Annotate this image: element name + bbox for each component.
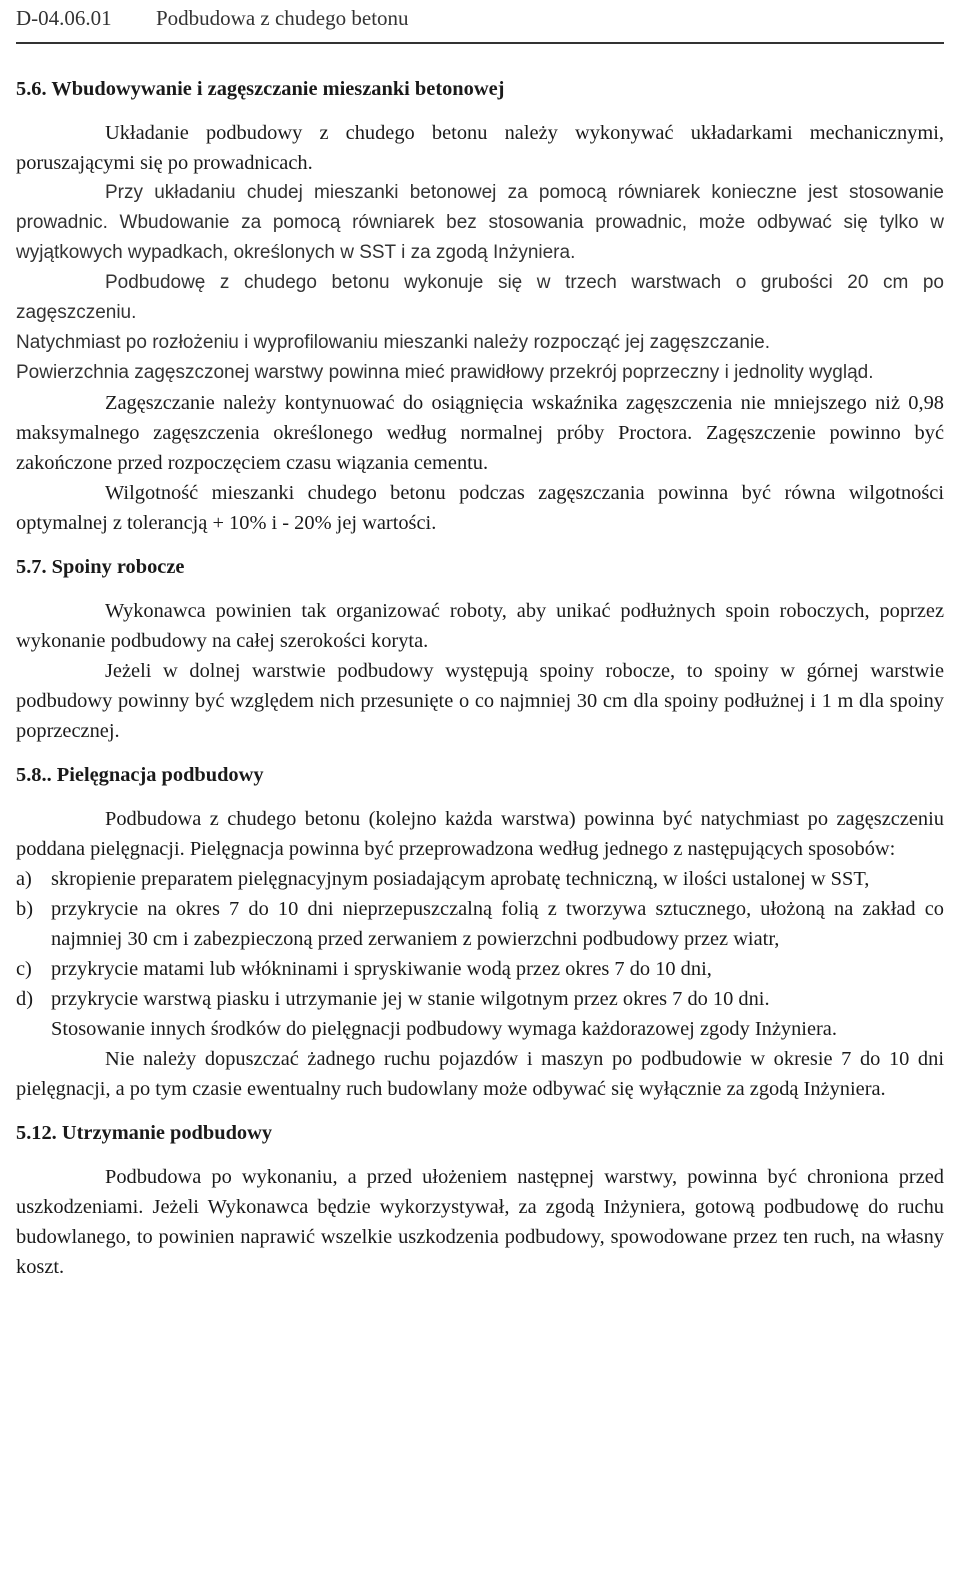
paragraph: Jeżeli w dolnej warstwie podbudowy występują spoiny robocze, to spoiny w górnej warstwie podbudowy powinny być względem nich przesunięte o co najmniej 30 cm dla spoiny podłużnej i 1 m dla spoiny poprzecznej.	[16, 660, 944, 742]
list-text: przykrycie na okres 7 do 10 dni nieprzepuszczalną folią z tworzywa sztucznego, ułożoną na zakład co najmniej 30 cm i zabezpieczoną przed zerwaniem z powierzchni podbudowy przez wiatr,	[51, 898, 944, 950]
document-body	[16, 74, 944, 1282]
page-header	[16, 2, 944, 44]
section-heading-5-6: 5.6. Wbudowywanie i zagęszczanie mieszanki betonowej	[16, 78, 505, 100]
list-item	[16, 954, 944, 984]
document-title: Podbudowa z chudego betonu	[156, 6, 409, 30]
paragraph: Natychmiast po rozłożeniu i wyprofilowaniu mieszanki należy rozpocząć jej zagęszczanie.	[16, 332, 771, 353]
list-text: skropienie preparatem pielęgnacyjnym posiadającym aprobatę techniczną, w ilości ustalonej w SST,	[51, 868, 870, 890]
list-marker: c)	[16, 958, 32, 980]
paragraph: Powierzchnia zagęszczonej warstwy powinna mieć prawidłowy przekrój poprzeczny i jednolity wygląd.	[16, 362, 874, 383]
list-item	[16, 894, 944, 954]
section-heading-5-7: 5.7. Spoiny robocze	[16, 556, 185, 578]
list-text: przykrycie warstwą piasku i utrzymanie jej w stanie wilgotnym przez okres 7 do 10 dni.	[51, 988, 770, 1010]
list-marker: b)	[16, 898, 33, 920]
paragraph: Podbudowa z chudego betonu (kolejno każda warstwa) powinna być natychmiast po zagęszczeniu poddana pielęgnacji. Pielęgnacja powinna być przeprowadzona według jednego z następujących sposobów:	[16, 808, 944, 860]
paragraph: Zagęszczanie należy kontynuować do osiągnięcia wskaźnika zagęszczenia nie mniejszego niż 0,98 maksymalnego zagęszczenia określonego według normalnej próby Proctora. Zagęszczenie powinno być zakończone przed rozpoczęciem czasu wiązania cementu.	[16, 392, 944, 474]
paragraph: Układanie podbudowy z chudego betonu należy wykonywać układarkami mechanicznymi, poruszającymi się po prowadnicach.	[16, 122, 944, 174]
paragraph: Podbudowa po wykonaniu, a przed ułożeniem następnej warstwy, powinna być chroniona przed uszkodzeniami. Jeżeli Wykonawca będzie wykorzystywał, za zgodą Inżyniera, gotową podbudowę do ruchu budowlanego, to powinien naprawić wszelkie uszkodzenia podbudowy, spowodowane przez ten ruch, na własny koszt.	[16, 1166, 944, 1278]
paragraph: Wykonawca powinien tak organizować roboty, aby unikać podłużnych spoin roboczych, poprzez wykonanie podbudowy na całej szerokości koryta.	[16, 600, 944, 652]
section-heading-5-8: 5.8.. Pielęgnacja podbudowy	[16, 764, 264, 786]
list-marker: a)	[16, 868, 32, 890]
paragraph: Przy układaniu chudej mieszanki betonowej za pomocą równiarek konieczne jest stosowanie prowadnic. Wbudowanie za pomocą równiarek bez stosowania prowadnic, może odbywać się tylko w wyjątkowych wypadkach, określonych w SST i za zgodą Inżyniera.	[16, 182, 944, 263]
paragraph: Podbudowę z chudego betonu wykonuje się w trzech warstwach o grubości 20 cm po zagęszczeniu.	[16, 272, 944, 323]
list-text: przykrycie matami lub włókninami i spryskiwanie wodą przez okres 7 do 10 dni,	[51, 958, 712, 980]
paragraph: Wilgotność mieszanki chudego betonu podczas zagęszczania powinna być równa wilgotności optymalnej z tolerancją + 10% i - 20% jej wartości.	[16, 482, 944, 534]
paragraph: Nie należy dopuszczać żadnego ruchu pojazdów i maszyn po podbudowie w okresie 7 do 10 dni pielęgnacji, a po tym czasie ewentualny ruch budowlany może odbywać się wyłącznie za zgodą Inżyniera.	[16, 1048, 944, 1100]
section-heading-5-12: 5.12. Utrzymanie podbudowy	[16, 1122, 273, 1144]
paragraph: Stosowanie innych środków do pielęgnacji podbudowy wymaga każdorazowej zgody Inżyniera.	[51, 1018, 837, 1040]
list-marker: d)	[16, 988, 33, 1010]
list-item	[16, 864, 944, 894]
document-code: D-04.06.01	[16, 6, 112, 30]
list-item	[16, 984, 944, 1014]
